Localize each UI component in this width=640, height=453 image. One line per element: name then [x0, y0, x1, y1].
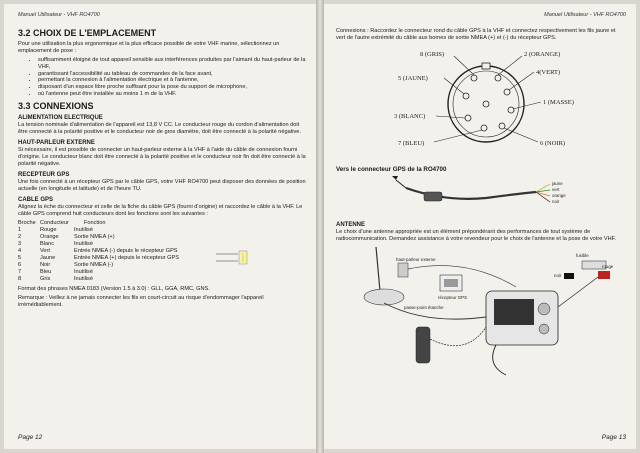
pin-table — [18, 220, 306, 283]
install-label-hp: haut-parleur externe — [396, 257, 436, 262]
running-head-left: Manuel Utilisateur - VHF RO4700 — [18, 12, 100, 18]
table-row: 6 Noir Sortie NMEA (-) — [18, 261, 114, 268]
cable-gps-text: Alignez la èche du connecteur et celle de la fiche du câble GPS (fourni d'origine) et raccordez le câble à la VHF. Le câble GPS comprend huit conducteurs dont les fonctions sont les suivantes : — [18, 203, 303, 217]
emplacement-list — [18, 57, 306, 98]
pin-label-6: 6 (NOIR) — [540, 140, 566, 147]
gps-bracket-graphic — [216, 250, 256, 272]
table-row: 5 Jaune Entrée NMEA (+) depuis le récepteur GPS — [18, 254, 179, 261]
page-number-left: Page 12 — [18, 434, 43, 441]
pin-label-4: 4(VERT) — [536, 69, 561, 76]
installation-illustration — [336, 247, 626, 387]
list-item: • garantissant l'accessibilité au tableau de commandes de la face avant, — [38, 71, 306, 78]
table-row: 3 Blanc Inutilisé — [18, 240, 93, 247]
subheading-haut-parleur: HAUT-PARLEUR EXTERNE — [18, 139, 95, 146]
gps-cable-illustration — [336, 174, 626, 220]
section-heading-connexions: 3.3 CONNEXIONS — [18, 100, 94, 111]
alimentation-text: La tension nominale d'alimentation de l'appareil est 13,8 V CC. Le conducteur rouge du cordon d'alimentation doit être connecté à la polarité positive et le conducteur noir de gros diamètre, doit être connecté à la polarité négative. — [18, 121, 301, 135]
install-label-fusible: fusible — [576, 253, 589, 258]
antenne-title: ANTENNE — [336, 222, 366, 228]
wire-label-jaune: jaune — [552, 181, 563, 186]
format-text: Format des phrases NMEA 0183 (Version 1.5 à 3.0) : GLL, GGA, RMC, GNS. — [18, 285, 210, 292]
list-item: • permettant la connexion à l'alimentation électrique et à l'antenne, — [38, 77, 306, 84]
wire-label-noir: noir — [552, 199, 560, 204]
pin-table-header: Broche Conducteur Fonction — [18, 219, 106, 226]
haut-parleur-text: Si nécessaire, il est possible de connecter un haut-parleur externe à la VHF à l'aide du câble de connexion fourni d'origine. Le conducteur blanc doit être connecté à la polarité positive et le conducteur noir fin doit être connecté à la polarité négative. — [18, 146, 306, 167]
intro-text: Pour une utilisation la plus ergonomique et la plus efficace possible de votre VHF marine, sélectionnez un emplacement de pose : — [18, 41, 280, 54]
section-heading-emplacement: 3.2 CHOIX DE L'EMPLACEMENT — [18, 28, 157, 38]
remark-text: Remarque : Veillez à ne jamais connecter les fils en court-circuit au risque d'endommager l'appareil irrémédiablement. — [18, 294, 264, 308]
subheading-alimentation: ALIMENTATION ELECTRIQUE — [18, 114, 103, 121]
connexions-text: Connexions : Raccordez le connecteur rond du câble GPS à la VHF et connectez respectivement les fils jaune et vert de l'autre extrémité du câble aux bornes de sortie NMEA (+) et (-) du récepteur GPS. — [336, 28, 616, 41]
gps-connector-pinout-diagram — [336, 44, 626, 164]
subheading-recepteur-gps: RECEPTEUR GPS — [18, 171, 70, 178]
pin-label-7: 7 (BLEU) — [398, 140, 425, 147]
install-label-gps: récepteur GPS — [438, 295, 468, 300]
pin-label-8: 8 (GRIS) — [420, 51, 445, 58]
book-gutter — [316, 0, 324, 453]
antenne-text: Le choix d'une antenne appropriée est un élément prépondérant des performances de tout système de radiocommunication. Demandez assistance à votre revendeur pour le choix de l'antenne et la pose de votre VHF. — [336, 229, 616, 242]
pin-label-3: 3 (BLANC) — [394, 113, 426, 120]
install-label-support: passe-point étanche — [404, 305, 444, 310]
table-row: 8 Gris Inutilisé — [18, 275, 93, 282]
list-item: • disposant d'un espace libre proche suffisant pour la pose du support de microphone, — [38, 84, 306, 91]
recepteur-gps-text: Une fois connecté à un récepteur GPS par le câble GPS, votre VHF RO4700 peut disposer des données de position actuelle (en longitude et latitude) et de l'heure TU. — [18, 178, 306, 192]
wire-label-vert: vert — [552, 187, 560, 192]
wire-label-orange: orange — [552, 193, 566, 198]
install-label-noir: noir — [554, 273, 562, 278]
gps-link-title: Vers le connecteur GPS de la RO4700 — [336, 166, 447, 173]
page-number-right: Page 13 — [601, 434, 626, 441]
install-label-rouge: rouge — [602, 264, 614, 269]
table-row: 2 Orange Sortie NMEA (+) — [18, 233, 115, 240]
pin-label-5: 5 (JAUNE) — [398, 75, 428, 82]
page-right — [324, 4, 636, 449]
table-row: 1 Rouge Inutilisé — [18, 226, 93, 233]
subheading-cable-gps: CABLE GPS — [18, 196, 54, 203]
table-row: 4 Vert Entrée NMEA (-) depuis le récepteur GPS — [18, 247, 178, 254]
pin-label-2: 2 (ORANGE) — [524, 51, 561, 58]
list-item: • où l'antenne peut être installée au moins 1 m de la VHF. — [38, 91, 306, 98]
running-head-right: Manuel Utilisateur - VHF RO4700 — [544, 12, 626, 18]
table-row: 7 Bleu Inutilisé — [18, 268, 93, 275]
list-item: • suffisamment éloigné de tout appareil sensible aux interférences produites par l'aimant du haut-parleur de la VHF, — [38, 57, 306, 71]
page-left — [4, 4, 316, 449]
pin-label-1: 1 (MASSE) — [543, 99, 574, 106]
